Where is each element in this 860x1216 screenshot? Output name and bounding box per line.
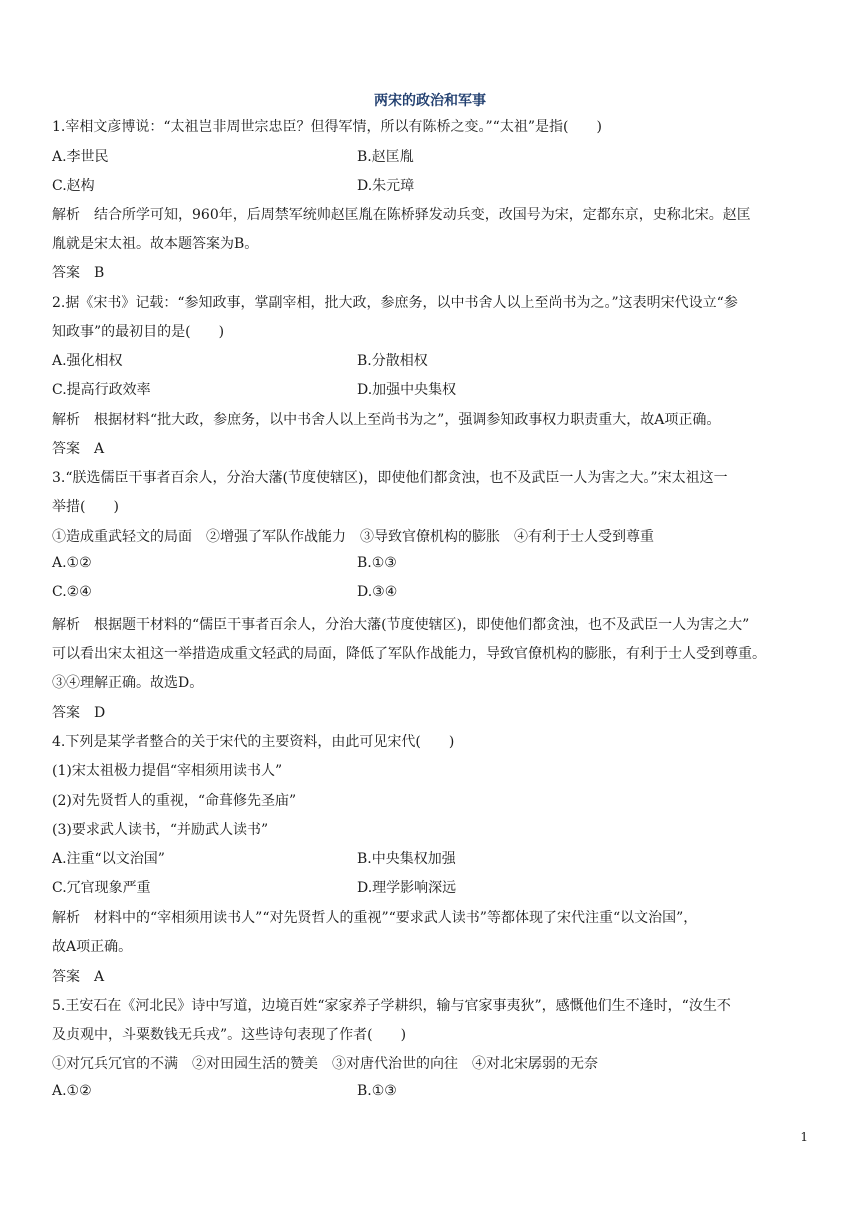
question-2-stem: 2.据《宋书》记载：“参知政事，掌副宰相，批大政，参庶务，以中书舍人以上至尚书为之。”这表明宋代设立“参 — [52, 295, 738, 311]
question-3-option-c: C.②④ — [52, 584, 92, 600]
question-1-stem: 1.宰相文彦博说：“太祖岂非周世宗忠臣？但得军情，所以有陈桥之变。”“太祖”是指( ) — [52, 119, 602, 135]
question-4-stem: 4.下列是某学者整合的关于宋代的主要资料，由此可见宋代( ) — [52, 734, 455, 750]
question-5-statements: ①对冗兵冗官的不满 ②对田园生活的赞美 ③对唐代治世的向往 ④对北宋孱弱的无奈 — [52, 1056, 598, 1072]
question-3-option-d: D.③④ — [357, 584, 398, 600]
question-2-option-a: A.强化相权 — [52, 353, 123, 369]
question-4-material: (3)要求武人读书，“并励武人读书” — [52, 822, 269, 838]
question-5-stem: 5.王安石在《河北民》诗中写道，边境百姓“家家养子学耕织，输与官家事夷狄”，感慨他们生不逢时，“汝生不 — [52, 998, 731, 1014]
question-4-option-a: A.注重“以文治国” — [52, 851, 165, 867]
question-4-analysis: 解析 材料中的“宰相须用读书人”“对先贤哲人的重视”“要求武人读书”等都体现了宋代注重“以文治国”， — [52, 910, 698, 926]
question-4-material: (1)宋太祖极力提倡“宰相须用读书人” — [52, 763, 283, 779]
document-title: 两宋的政治和军事 — [374, 93, 486, 109]
question-1-option-a: A.李世民 — [52, 149, 109, 165]
question-2-option-b: B.分散相权 — [357, 353, 428, 369]
question-3-answer: 答案 D — [52, 705, 106, 721]
question-1-option-c: C.赵构 — [52, 178, 95, 194]
question-1-answer: 答案 B — [52, 265, 105, 281]
question-1-option-d: D.朱元璋 — [357, 178, 415, 194]
question-4-material: (2)对先贤哲人的重视，“命葺修先圣庙” — [52, 793, 297, 809]
question-2-answer: 答案 A — [52, 441, 105, 457]
question-1-option-b: B.赵匡胤 — [357, 149, 414, 165]
question-5-option-a: A.①② — [52, 1083, 92, 1099]
question-1-analysis: 解析 结合所学可知，960年，后周禁军统帅赵匡胤在陈桥驿发动兵变，改国号为宋，定都东京，史称北宋。赵匡 — [52, 207, 751, 223]
question-5-stem: 及贞观中，斗粟数钱无兵戎”。这些诗句表现了作者( ) — [52, 1027, 407, 1043]
question-5-option-b: B.①③ — [357, 1083, 397, 1099]
question-2-option-c: C.提高行政效率 — [52, 382, 151, 398]
question-3-analysis: ③④理解正确。故选D。 — [52, 675, 204, 691]
question-4-answer: 答案 A — [52, 969, 105, 985]
question-2-stem: 知政事”的最初目的是( ) — [52, 324, 225, 340]
question-3-option-a: A.①② — [52, 555, 92, 571]
question-2-option-d: D.加强中央集权 — [357, 382, 457, 398]
page-number: 1 — [800, 1130, 808, 1144]
question-4-analysis: 故A项正确。 — [52, 939, 133, 955]
question-3-analysis: 解析 根据题干材料的“儒臣干事者百余人，分治大藩(节度使辖区)，即使他们都贪浊，也不及武臣一人为害之大” — [52, 617, 750, 633]
question-3-statements: ①造成重武轻文的局面 ②增强了军队作战能力 ③导致官僚机构的膨胀 ④有利于士人受到尊重 — [52, 529, 654, 545]
question-4-option-d: D.理学影响深远 — [357, 880, 457, 896]
question-1-analysis: 胤就是宋太祖。故本题答案为B。 — [52, 236, 259, 252]
question-4-option-c: C.冗官现象严重 — [52, 880, 151, 896]
question-3-option-b: B.①③ — [357, 555, 397, 571]
question-4-option-b: B.中央集权加强 — [357, 851, 456, 867]
question-3-stem: 举措( ) — [52, 499, 119, 515]
question-3-stem: 3.“朕选儒臣干事者百余人，分治大藩(节度使辖区)，即使他们都贪浊，也不及武臣一人为害之大。”宋太祖这一 — [52, 470, 728, 486]
question-3-analysis: 可以看出宋太祖这一举措造成重文轻武的局面，降低了军队作战能力，导致官僚机构的膨胀，有利于士人受到尊重。 — [52, 646, 766, 662]
question-2-analysis: 解析 根据材料“批大政，参庶务，以中书舍人以上至尚书为之”，强调参知政事权力职责重大，故A项正确。 — [52, 412, 721, 428]
